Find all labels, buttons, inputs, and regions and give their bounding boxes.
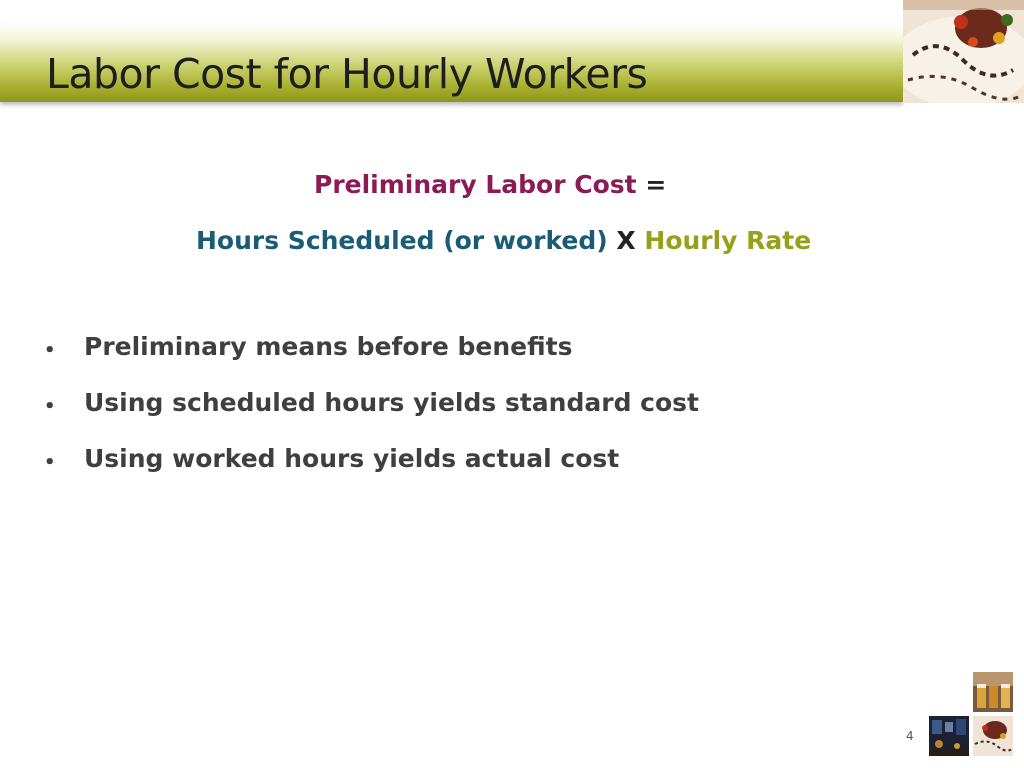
beer-glasses-thumbnail	[973, 672, 1013, 712]
restaurant-interior-icon	[929, 716, 969, 756]
slide-title: Labor Cost for Hourly Workers	[46, 50, 648, 98]
bullet-text: Using worked hours yields actual cost	[84, 444, 620, 473]
food-plate-image	[903, 0, 1024, 103]
title-bar	[0, 22, 903, 102]
page-number: 4	[906, 729, 914, 743]
bullet-text: Using scheduled hours yields standard cost	[84, 388, 699, 417]
formula-line-1	[314, 170, 666, 199]
formula-lhs: Preliminary Labor Cost	[314, 170, 637, 199]
food-dish-thumbnail	[973, 716, 1013, 756]
food-dish-icon	[973, 716, 1013, 756]
bullet-text: Preliminary means before benefits	[84, 332, 573, 361]
formula-operator: X	[616, 226, 636, 255]
bullet-marker: •	[44, 396, 56, 417]
beer-glasses-icon	[973, 672, 1013, 712]
bullet-marker: •	[44, 340, 56, 361]
formula-equals: =	[645, 170, 667, 199]
formula-term-rate: Hourly Rate	[644, 226, 812, 255]
food-plate-illustration	[903, 0, 1024, 103]
bullet-marker: •	[44, 452, 56, 473]
restaurant-interior-thumbnail	[929, 716, 969, 756]
formula-line-2	[196, 226, 811, 255]
formula-term-hours: Hours Scheduled (or worked)	[196, 226, 608, 255]
